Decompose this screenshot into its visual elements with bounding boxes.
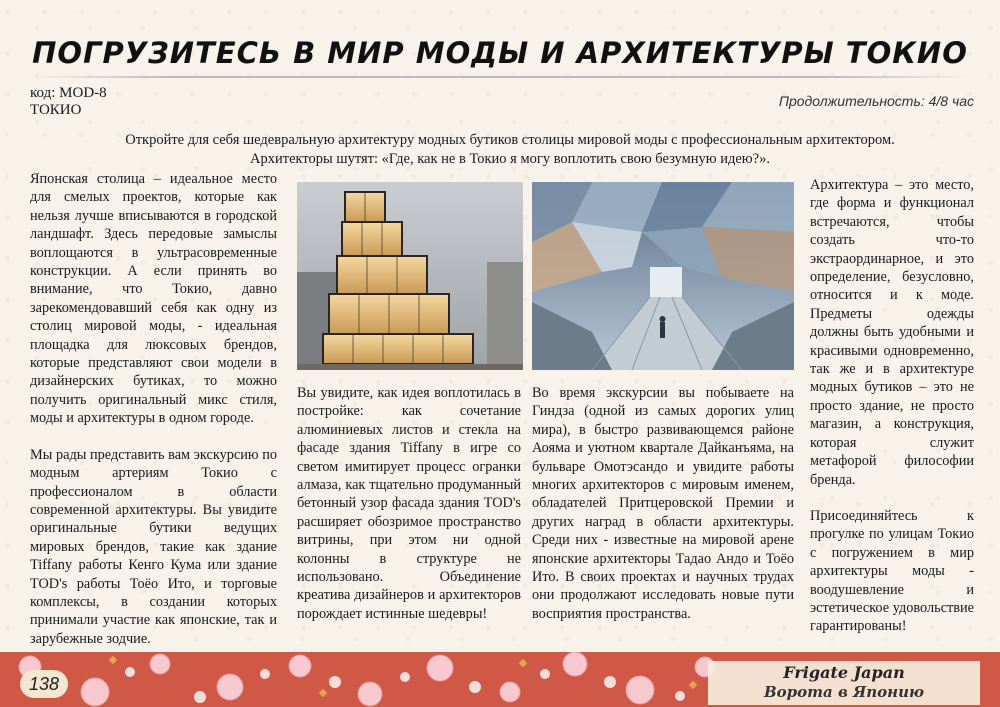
- tour-city: ТОКИО: [30, 102, 82, 118]
- paragraph: Во время экскурсии вы побываете на Гиндза (одной из самых дорогих улиц мира), в быстро развивающемся районе Аояма и уютном квартале Дайканъяма, на бульваре Омотэсандо и увидите работы многих архитекторов с мировым именем, обладателей Притцеровской Премии и других наград в области архитектуры. Среди них - известные на мировой арене японские архитекторы Тадао Андо и Тоёо Ито. В своих проектах и научных трудах они продолжают исследовать новые пути восприятия пространства.: [532, 385, 794, 622]
- intro-line-1: Откройте для себя шедевральную архитектуру модных бутиков столицы мировой моды с профессиональным архитектором.: [125, 132, 895, 148]
- intro-line-2: Архитекторы шутят: «Где, как не в Токио я могу воплотить свою безумную идею?».: [250, 151, 770, 167]
- brand-name: Frigate Japan: [783, 663, 905, 682]
- paragraph: Японская столица – идеальное место для смелых проектов, которые как нельзя лучше вписываются в городской ландшафт. Здесь передовые замыслы воплощаются в ультрасовременные конструкции. А если принять во внимание, что Токио, давно зарекомендовавший себя как одну из столиц мировой моды, - идеальная площадка для люксовых брендов, которые представляют свои модели в дизайнерских бутиках, то можно получить оригинальный микс стиля, моды и архитектуры в одном городе.: [30, 171, 277, 427]
- intro-text: [60, 131, 960, 169]
- page-title: ПОГРУЗИТЕСЬ В МИР МОДЫ И АРХИТЕКТУРЫ ТОКИО: [0, 36, 1000, 70]
- escalator-hall-photo: [532, 182, 794, 370]
- paragraph: Мы рады представить вам экскурсию по модным артериям Токио с профессионалом в области современной архитектуры. Вы увидите оригинальные бутики ведущих мировых брендов, такие как здание Tiffany работы Кенго Кума или здание TOD's работы Тоёо Ито, и торговые комплексы, в создании которых принимали участие как японские, так и зарубежные зодчие.: [30, 446, 277, 647]
- boutique-building-photo: [297, 182, 523, 370]
- text-column-2: [297, 384, 521, 641]
- tour-duration: Продолжительность: 4/8 час: [778, 93, 974, 109]
- text-column-3: [532, 384, 794, 641]
- text-column-1: [30, 170, 277, 666]
- brand-tagline: Ворота в Японию: [763, 683, 925, 701]
- tour-code-block: [30, 85, 107, 119]
- paragraph: Архитектура – это место, где форма и функционал встречаются, чтобы создать что-то экстраординарное, и это определение, безусловно, относится и к моде. Предметы одежды должны быть удобными и красивыми одновременно, так же и в архитектуре модных бутиков – это не просто здание, не просто магазин, а конструкция, которая служит метафорой философии бренда.: [810, 177, 974, 488]
- tour-code: код: MOD-8: [30, 85, 107, 101]
- page-number: 138: [20, 670, 68, 698]
- brand-logo: [708, 661, 980, 705]
- paragraph: Вы увидите, как идея воплотилась в постройке: как сочетание алюминиевых листов и стекла на фасаде здания Tiffany в игре со светом имитирует процесс огранки алмаза, как тщательно продуманный бетонный узор фасада здания TOD's расширяет обозримое пространство витрины, при этом ни одной колонны в структуре не использовано. Объединение креатива дизайнеров и архитекторов порождает истинные шедевры!: [297, 385, 521, 622]
- mirrored-escalator-hall-icon: [532, 182, 794, 370]
- paragraph: Присоединяйтесь к прогулке по улицам Токио с погружением в мир архитектуры моды - воодушевление и эстетическое удовольствие гарантированы!: [810, 507, 974, 635]
- text-column-4: [810, 176, 974, 654]
- glass-boutique-building-icon: [297, 182, 523, 370]
